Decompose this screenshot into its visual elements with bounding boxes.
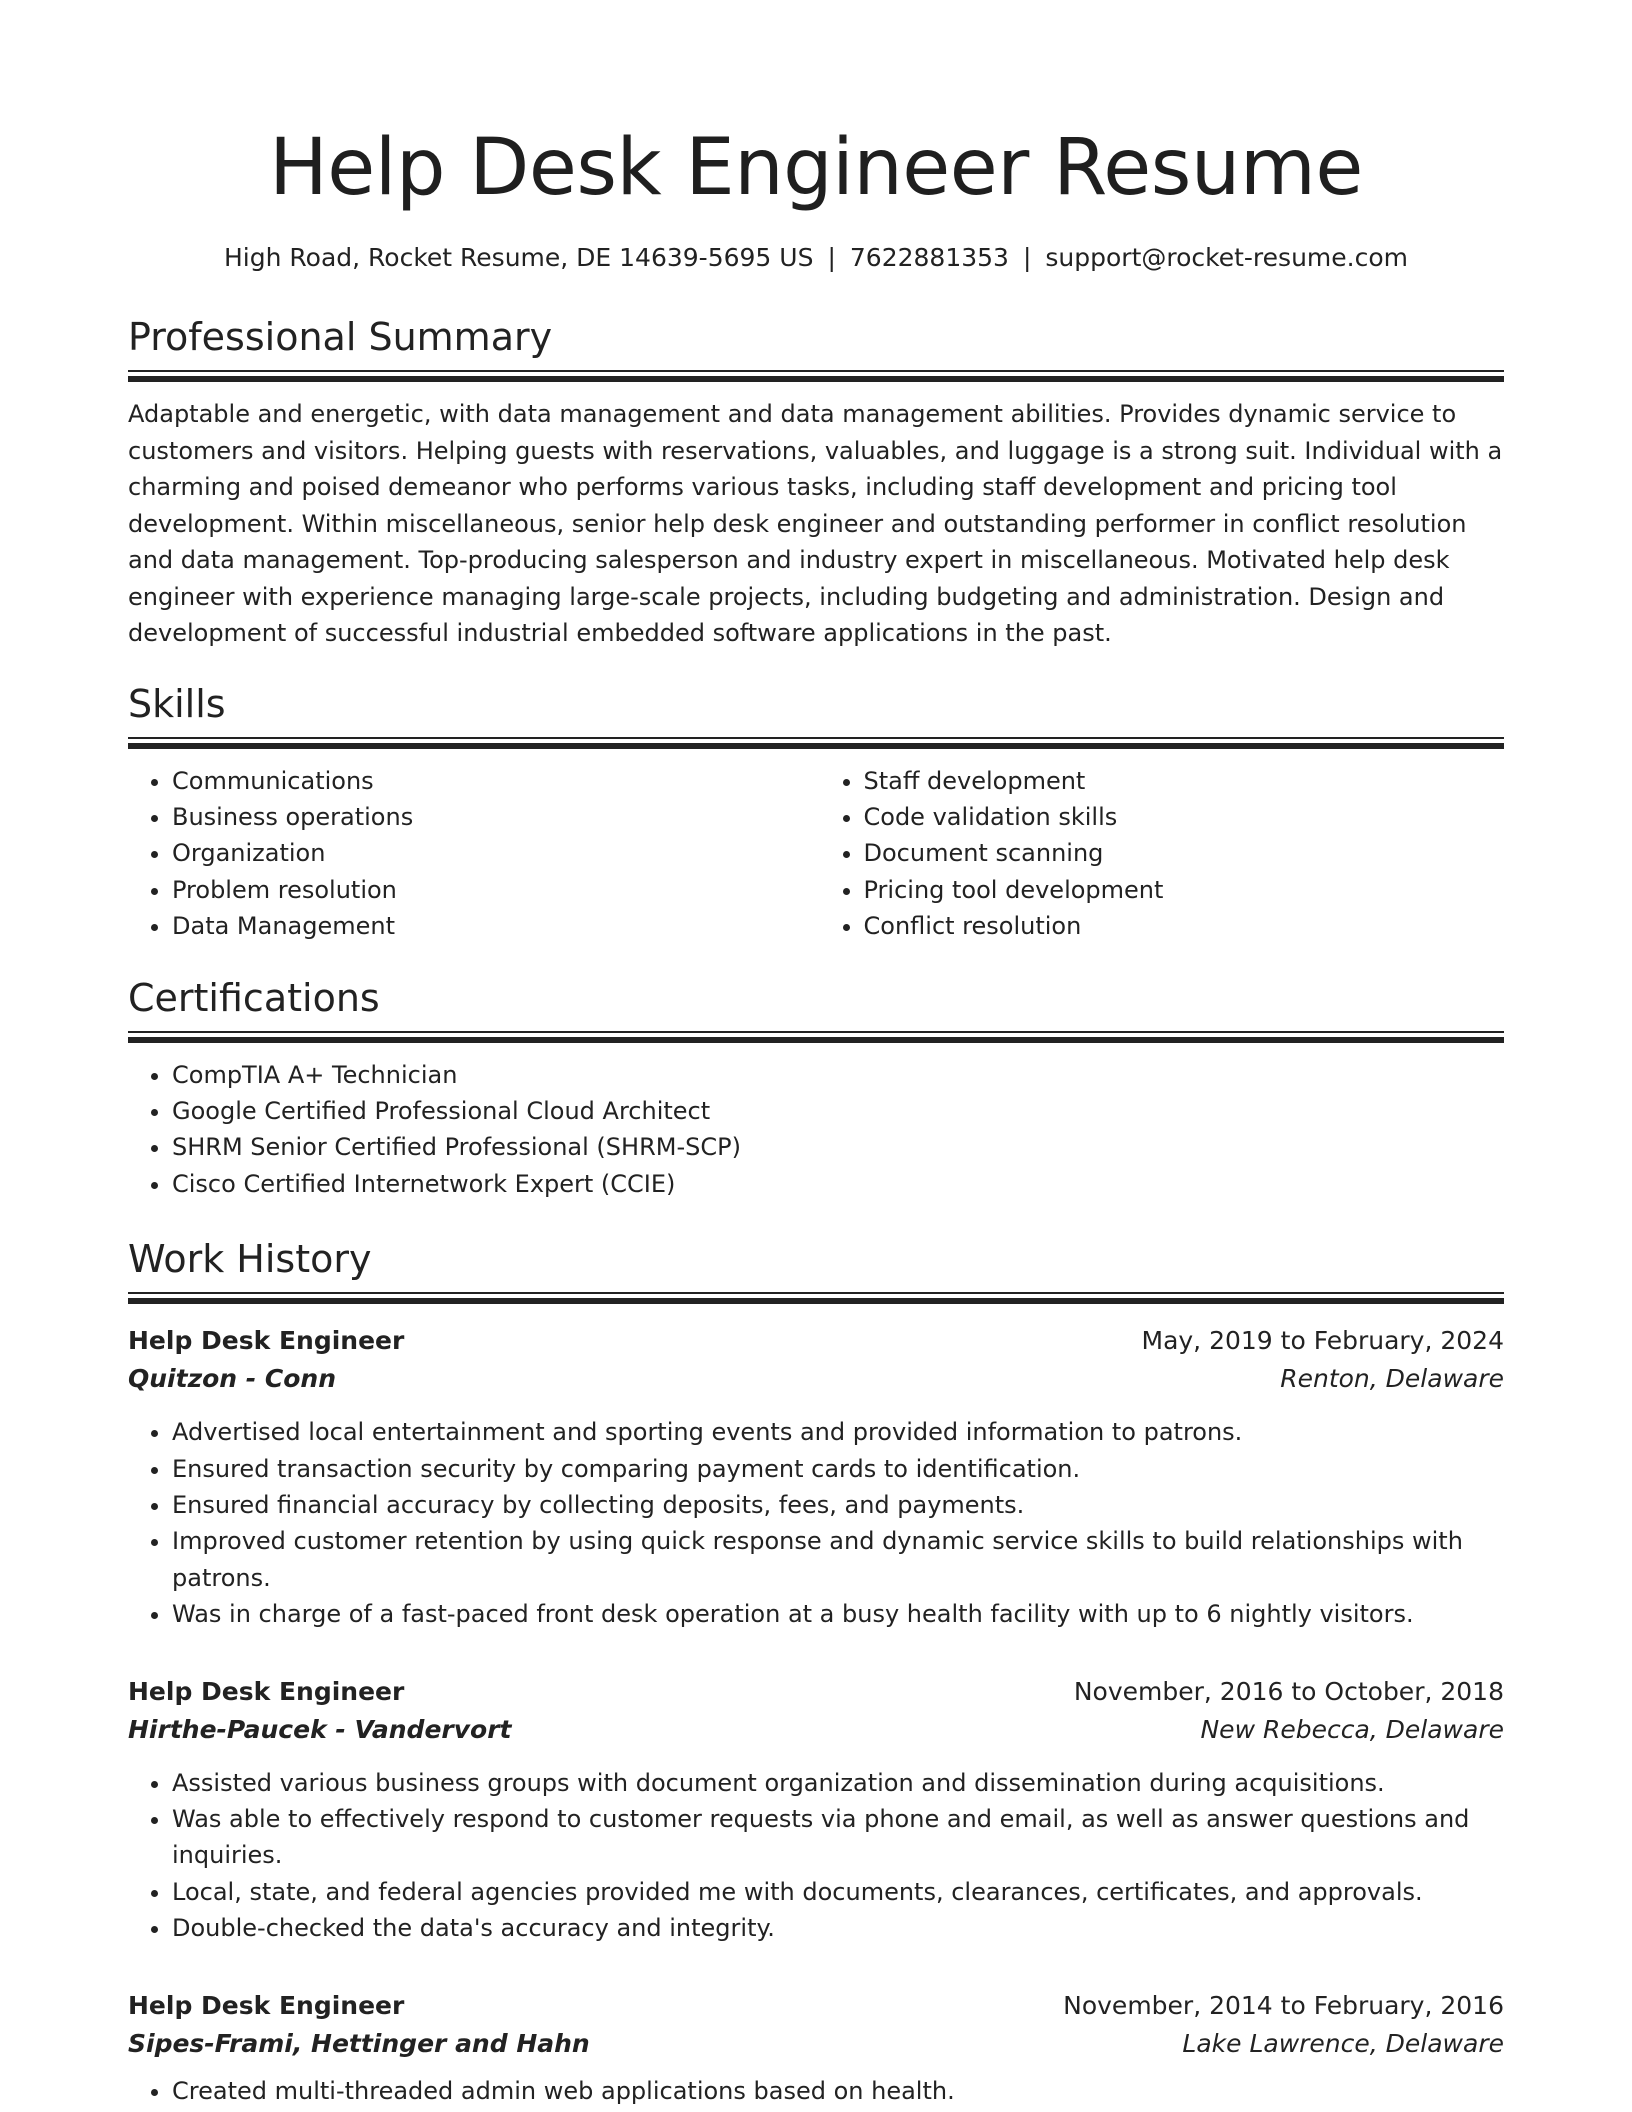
job-bullet: • Local, state, and federal agencies provided me with documents, clearances, certificates, and approvals. xyxy=(172,1874,1504,1910)
job-dates: November, 2016 to October, 2018 xyxy=(1073,1676,1504,1706)
job-entry xyxy=(128,1322,1504,1632)
skill-item: • Business operations xyxy=(172,799,813,835)
job-bullet: • Ensured transaction security by comparing payment cards to identification. xyxy=(172,1451,1504,1487)
section-divider xyxy=(128,1292,1504,1304)
section-divider xyxy=(128,370,1504,382)
section-divider xyxy=(128,737,1504,749)
job-company: Sipes-Frami, Hettinger and Hahn xyxy=(128,2028,590,2058)
job-company-row xyxy=(128,2025,1504,2063)
skill-item: • Pricing tool development xyxy=(864,872,1505,908)
job-bullet: • Improved customer retention by using quick response and dynamic service skills to build relationships with patrons. xyxy=(172,1523,1504,1596)
job-location: Renton, Delaware xyxy=(1280,1364,1504,1394)
skill-item: • Organization xyxy=(172,835,813,871)
work-history-section xyxy=(128,1236,1504,2109)
skill-item: • Data Management xyxy=(172,908,813,944)
skill-item: • Communications xyxy=(172,763,813,799)
job-location: New Rebecca, Delaware xyxy=(1200,1714,1504,1744)
job-bullet: • Ensured financial accuracy by collecting deposits, fees, and payments. xyxy=(172,1487,1504,1523)
job-bullet: • Created multi-threaded admin web applications based on health. xyxy=(172,2073,1504,2109)
certification-item: • CompTIA A+ Technician xyxy=(172,1057,1504,1093)
resume-title: Help Desk Engineer Resume xyxy=(269,123,1363,213)
summary-section xyxy=(128,314,1504,652)
job-entry xyxy=(128,1673,1504,1947)
skill-item: • Conflict resolution xyxy=(864,908,1505,944)
section-title-summary: Professional Summary xyxy=(128,315,553,359)
skill-item: • Staff development xyxy=(864,763,1505,799)
section-title-certifications: Certifications xyxy=(128,975,380,1020)
skill-item: • Code validation skills xyxy=(864,799,1505,835)
job-title: Help Desk Engineer xyxy=(128,1326,405,1356)
skill-item: • Problem resolution xyxy=(172,872,813,908)
certification-item: • Google Certified Professional Cloud Architect xyxy=(172,1093,1504,1129)
job-company-row xyxy=(128,1360,1504,1398)
resume-page xyxy=(128,118,1504,2109)
job-bullet: • Advertised local entertainment and sporting events and provided information to patrons. xyxy=(172,1414,1504,1450)
skills-list-right xyxy=(813,763,1505,945)
contact-separator: | xyxy=(827,243,836,272)
job-bullets xyxy=(128,1765,1504,1947)
job-bullets xyxy=(128,1414,1504,1632)
certification-item: • Cisco Certified Internetwork Expert (CCIE) xyxy=(172,1166,1504,1202)
contact-separator: | xyxy=(1022,243,1032,272)
job-bullet: • Double-checked the data's accuracy and integrity. xyxy=(172,1910,1504,1946)
job-bullet: • Was in charge of a fast-paced front desk operation at a busy health facility with up to 6 nightly visitors. xyxy=(172,1596,1504,1632)
job-company: Quitzon - Conn xyxy=(128,1364,336,1394)
contact-phone: 7622881353 xyxy=(849,243,1009,272)
job-header-row xyxy=(128,1673,1504,1711)
certification-item: • SHRM Senior Certified Professional (SHRM-SCP) xyxy=(172,1129,1504,1165)
job-header-row xyxy=(128,1322,1504,1360)
contact-line xyxy=(128,240,1504,276)
skills-list-left xyxy=(128,763,813,945)
contact-address: High Road, Rocket Resume, DE 14639-5695 US xyxy=(224,243,814,272)
skill-item: • Document scanning xyxy=(864,835,1505,871)
job-company-row xyxy=(128,1711,1504,1749)
job-dates: November, 2014 to February, 2016 xyxy=(1063,1990,1504,2020)
job-title: Help Desk Engineer xyxy=(128,1990,405,2020)
job-entry xyxy=(128,1987,1504,2109)
job-header-row xyxy=(128,1987,1504,2025)
job-bullet: • Assisted various business groups with document organization and dissemination during acquisitions. xyxy=(172,1765,1504,1801)
section-title-skills: Skills xyxy=(128,681,226,726)
job-location: Lake Lawrence, Delaware xyxy=(1182,2028,1504,2058)
section-title-work-history: Work History xyxy=(128,1237,372,1282)
skills-columns xyxy=(128,763,1504,945)
summary-text: Adaptable and energetic, with data management and data management abilities. Provides dynamic service to customers and visitors. Helping guests with reservations, valuables, and luggage is a strong suit. Individual with a charming and poised demeanor who performs various tasks, including staff development and pricing tool development. Within miscellaneous, senior help desk engineer and outstanding performer in conflict resolution and data management. Top-producing salesperson and industry expert in miscellaneous. Motivated help desk engineer with experience managing large-scale projects, including budgeting and administration. Design and development of successful industrial embedded software applications in the past. xyxy=(128,400,1503,647)
job-bullets xyxy=(128,2073,1504,2109)
job-title: Help Desk Engineer xyxy=(128,1676,405,1706)
contact-email: support@rocket-resume.com xyxy=(1045,243,1408,272)
job-dates: May, 2019 to February, 2024 xyxy=(1141,1326,1504,1356)
certifications-list xyxy=(128,1057,1504,1203)
job-bullet: • Was able to effectively respond to customer requests via phone and email, as well as answer questions and inquiries. xyxy=(172,1801,1504,1874)
job-company: Hirthe-Paucek - Vandervort xyxy=(128,1714,512,1744)
skills-section xyxy=(128,681,1504,945)
section-divider xyxy=(128,1031,1504,1043)
certifications-section xyxy=(128,975,1504,1203)
